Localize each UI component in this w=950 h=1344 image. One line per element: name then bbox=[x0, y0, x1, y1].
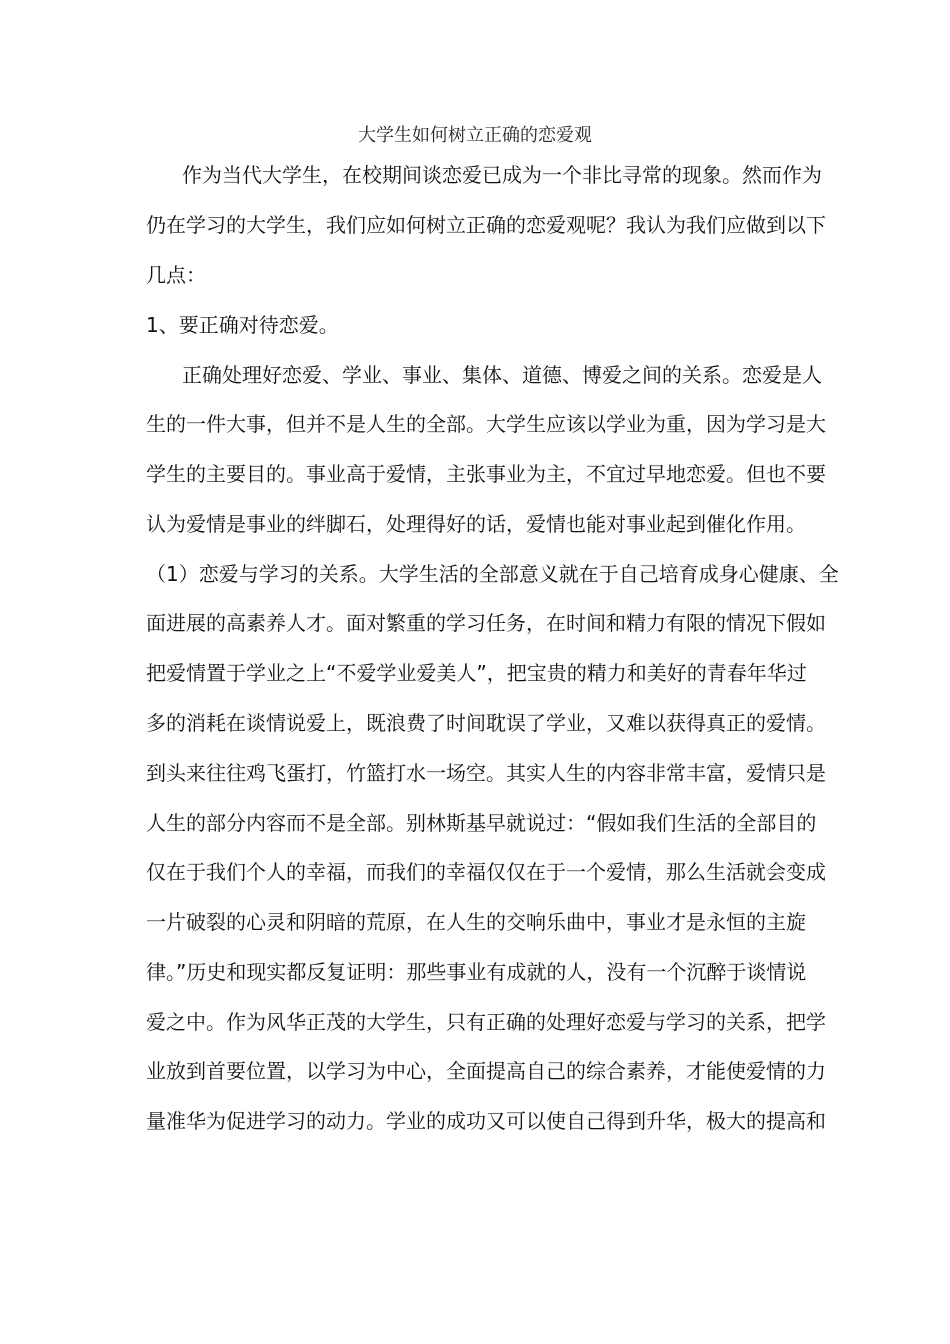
paragraph-line: 学生的主要目的。事业高于爱情，主张事业为主，不宜过早地恋爱。但也不要 bbox=[146, 462, 826, 486]
paragraph-line: 业放到首要位置，以学习为中心，全面提高自己的综合素养，才能使爱情的力 bbox=[146, 1059, 826, 1083]
paragraph-line: 把爱情置于学业之上“不爱学业爱美人”，把宝贵的精力和美好的青春年华过 bbox=[146, 661, 807, 685]
section-heading: 1、要正确对待恋爱。 bbox=[146, 313, 339, 337]
paragraph-line: 仅在于我们个人的幸福，而我们的幸福仅仅在于一个爱情，那么生活就会变成 bbox=[146, 860, 826, 884]
paragraph-line: 生的一件大事，但并不是人生的全部。大学生应该以学业为重，因为学习是大 bbox=[146, 412, 826, 436]
paragraph-line: 人生的部分内容而不是全部。别林斯基早就说过：“假如我们生活的全部目的 bbox=[146, 811, 817, 835]
paragraph-line: 一片破裂的心灵和阴暗的荒原，在人生的交响乐曲中，事业才是永恒的主旋 bbox=[146, 910, 806, 934]
paragraph-line: 爱之中。作为风华正茂的大学生，只有正确的处理好恋爱与学习的关系，把学 bbox=[146, 1010, 826, 1034]
paragraph-line: 量准华为促进学习的动力。学业的成功又可以使自己得到升华，极大的提高和 bbox=[146, 1109, 826, 1133]
subsection-line: （1）恋爱与学习的关系。大学生活的全部意义就在于自己培育成身心健康、全 bbox=[146, 562, 839, 586]
paragraph-line: 面进展的高素养人才。面对繁重的学习任务，在时间和精力有限的情况下假如 bbox=[146, 611, 826, 635]
paragraph-line: 仍在学习的大学生，我们应如何树立正确的恋爱观呢？我认为我们应做到以下 bbox=[146, 213, 826, 237]
paragraph-line: 律。”历史和现实都反复证明：那些事业有成就的人，没有一个沉醉于谈情说 bbox=[146, 960, 807, 984]
paragraph-line: 几点： bbox=[146, 263, 206, 287]
document-title: 大学生如何树立正确的恋爱观 bbox=[358, 125, 592, 146]
paragraph-line: 认为爱情是事业的绊脚石，处理得好的话，爱情也能对事业起到催化作用。 bbox=[146, 512, 806, 536]
paragraph-line: 正确处理好恋爱、学业、事业、集体、道德、博爱之间的关系。恋爱是人 bbox=[182, 363, 822, 387]
paragraph-line: 作为当代大学生，在校期间谈恋爱已成为一个非比寻常的现象。然而作为 bbox=[182, 163, 822, 187]
paragraph-line: 多的消耗在谈情说爱上，既浪费了时间耽误了学业，又难以获得真正的爱情。 bbox=[146, 711, 826, 735]
paragraph-line: 到头来往往鸡飞蛋打，竹篮打水一场空。其实人生的内容非常丰富，爱情只是 bbox=[146, 761, 826, 785]
